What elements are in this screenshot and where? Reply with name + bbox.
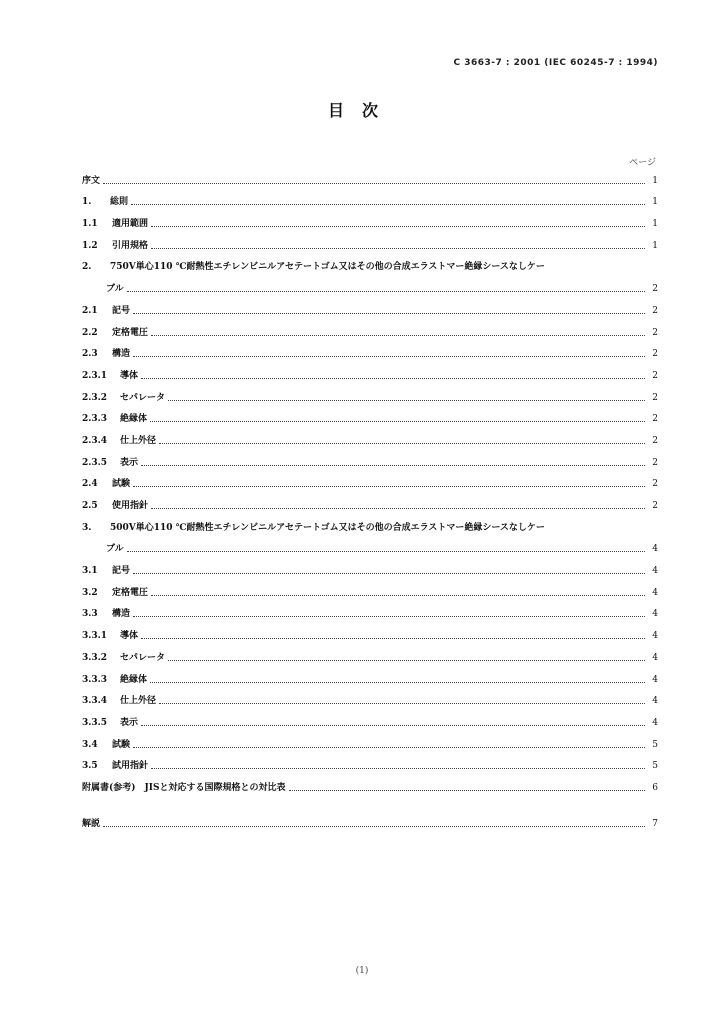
toc-entry[interactable] [82,580,658,602]
toc-entry-page: 7 [652,818,658,829]
toc-entry[interactable] [82,689,658,711]
toc-entry-label: 適用範囲 [112,219,149,230]
toc-entry-number: 3.3.3 [82,674,108,685]
toc-entry-label: 試験 [112,739,131,750]
toc-entry-page: 2 [652,414,658,425]
toc-leader-dots [289,790,646,791]
toc-entry-label: 定格電圧 [112,327,149,338]
toc-entry-number: 2.3.2 [82,392,108,403]
toc-entry-page: 4 [652,652,658,663]
page-title: 目次 [327,101,396,120]
toc-entry-page: 4 [652,674,658,685]
toc-entry[interactable] [82,407,658,429]
toc-entry-number: 2.3.1 [82,370,108,381]
toc-entry-number: 1.1 [82,219,98,230]
toc-leader-dots [141,638,645,639]
toc-entry-number: 3.1 [82,566,98,577]
toc-leader-dots [141,378,645,379]
page-number: (1) [355,966,369,976]
toc-entry[interactable] [82,667,658,689]
toc-leader-dots [159,703,645,704]
toc-entry-number: 3.3.4 [82,696,108,707]
toc-entry-page: 2 [652,479,658,490]
toc-entry[interactable] [82,385,658,407]
toc-entry-label: 総則 [110,197,129,208]
toc-leader-dots [127,551,645,552]
toc-entry[interactable] [82,276,658,298]
toc-entry[interactable] [82,537,658,559]
toc-entry-label: 構造 [112,349,131,360]
toc-entry-page: 4 [652,631,658,642]
toc-entry-page: 2 [652,435,658,446]
toc-entry[interactable] [82,754,658,776]
toc-entry-label: 750V単心110 ℃耐熱性エチレンビニルアセテートゴム又はその他の合成エラストマー絶縁シースなしケー [110,262,545,273]
toc-entry-number: 2.3.4 [82,435,108,446]
toc-entry-number: 2.2 [82,327,98,338]
toc-entry-page: 2 [652,327,658,338]
toc-entry-label: 導体 [120,370,139,381]
toc-entry-number: 3.5 [82,761,98,772]
toc-entry-number: 3.3.2 [82,652,108,663]
toc-leader-dots [168,400,645,401]
toc-leader-dots [151,335,645,336]
toc-leader-dots [103,183,645,184]
toc-entry-number: 3. [82,522,92,533]
toc-entry[interactable] [82,493,658,515]
toc-entry-page: 4 [652,566,658,577]
toc-entry[interactable] [82,472,658,494]
toc-entry[interactable] [82,775,658,797]
toc-entry-label: セパレータ [120,392,166,403]
toc-entry-number: 2.3.5 [82,457,108,468]
toc-leader-dots [131,204,645,205]
toc-leader-dots [133,486,645,487]
toc-entry-page: 2 [652,370,658,381]
document-id: C 3663-7 : 2001 (IEC 60245-7 : 1994) [453,58,658,68]
toc-entry[interactable] [82,428,658,450]
toc-entry-label: 構造 [112,609,131,620]
toc-leader-dots [103,826,645,827]
toc-entry-label: 絶縁体 [120,414,148,425]
toc-entry[interactable] [82,623,658,645]
toc-entry-page: 4 [652,609,658,620]
toc-entry-label: ブル [106,544,124,555]
toc-entry-page: 4 [652,696,658,707]
toc-entry-page: 2 [652,349,658,360]
toc-entry[interactable] [82,811,658,833]
toc-leader-dots [141,465,645,466]
toc-entry-label: 仕上外径 [120,435,157,446]
toc-entry-number: 3.3.5 [82,717,108,728]
toc-entry-label: 附属書(参考) JISと対応する国際規格との対比表 [82,782,286,793]
toc-entry-page: 1 [652,197,658,208]
toc-gap [82,797,658,811]
toc-entry[interactable] [82,298,658,320]
toc-entry[interactable] [82,558,658,580]
toc-entry-page: 1 [652,175,658,186]
toc-entry-label: 表示 [120,457,139,468]
toc-leader-dots [150,421,645,422]
toc-entry-number: 2. [82,262,92,273]
toc-leader-dots [159,443,645,444]
toc-entry-number: 2.3 [82,349,98,360]
toc-entry-page: 4 [652,717,658,728]
toc-leader-dots [151,508,645,509]
toc-entry[interactable] [82,515,658,537]
toc-entry-label: 記号 [112,305,131,316]
toc-entry-number: 2.1 [82,305,98,316]
toc-entry-label: 引用規格 [112,240,149,251]
toc-entry-number: 1.2 [82,240,98,251]
page-column-label: ページ [629,158,656,168]
toc-entry-number: 2.4 [82,479,98,490]
toc-entry-number: 2.5 [82,501,98,511]
toc-entry[interactable] [82,363,658,385]
toc-entry-page: 4 [652,544,658,555]
toc-entry-label: 試用指針 [112,761,149,772]
toc-entry-page: 2 [652,457,658,468]
table-of-contents [82,168,658,833]
toc-entry-label: セパレータ [120,652,166,663]
toc-entry[interactable] [82,710,658,732]
toc-leader-dots [151,226,645,227]
toc-leader-dots [133,616,645,617]
toc-entry-page: 1 [652,219,658,230]
toc-entry[interactable] [82,342,658,364]
toc-entry-label: 定格電圧 [112,587,149,598]
toc-entry[interactable] [82,602,658,624]
toc-entry[interactable] [82,255,658,277]
toc-entry-number: 3.3 [82,609,98,620]
toc-entry-label: 表示 [120,717,139,728]
toc-entry-label: 500V単心110 ℃耐熱性エチレンビニルアセテートゴム又はその他の合成エラストマー絶縁シースなしケー [110,522,545,533]
toc-leader-dots [151,248,645,249]
toc-leader-dots [151,595,645,596]
toc-entry-label: 序文 [82,175,101,186]
toc-leader-dots [150,682,645,683]
toc-entry-label: 解説 [82,818,101,829]
toc-entry[interactable] [82,190,658,212]
toc-entry-label: ブル [106,284,124,295]
toc-leader-dots [133,356,645,357]
toc-entry-page: 1 [652,240,658,251]
toc-leader-dots [127,291,645,292]
toc-entry-label: 記号 [112,566,131,577]
toc-entry-label: 試験 [112,479,131,490]
toc-entry[interactable] [82,320,658,342]
toc-entry-page: 6 [652,782,658,793]
toc-entry-page: 2 [652,305,658,316]
toc-leader-dots [133,747,645,748]
toc-leader-dots [168,660,645,661]
toc-entry-page: 2 [652,284,658,295]
toc-entry[interactable] [82,168,658,190]
toc-leader-dots [133,573,645,574]
toc-entry-page: 5 [652,761,658,772]
toc-entry-number: 2.3.3 [82,414,108,425]
toc-entry-label: 仕上外径 [120,696,157,707]
toc-entry-page: 2 [652,392,658,403]
toc-entry[interactable] [82,211,658,233]
toc-leader-dots [141,725,645,726]
toc-entry-number: 3.2 [82,587,98,598]
toc-entry-number: 3.3.1 [82,631,108,642]
toc-entry-page: 5 [652,739,658,750]
toc-entry[interactable] [82,645,658,667]
toc-entry[interactable] [82,732,658,754]
toc-leader-dots [151,768,645,769]
toc-entry-page: 4 [652,587,658,598]
toc-entry[interactable] [82,450,658,472]
toc-entry-label: 導体 [120,631,139,642]
toc-entry[interactable] [82,233,658,255]
toc-entry-label: 使用指針 [112,501,149,511]
toc-entry-number: 1. [82,197,92,208]
toc-leader-dots [133,313,645,314]
toc-entry-number: 3.4 [82,739,98,750]
toc-entry-label: 絶縁体 [120,674,148,685]
toc-entry-page: 2 [652,501,658,511]
